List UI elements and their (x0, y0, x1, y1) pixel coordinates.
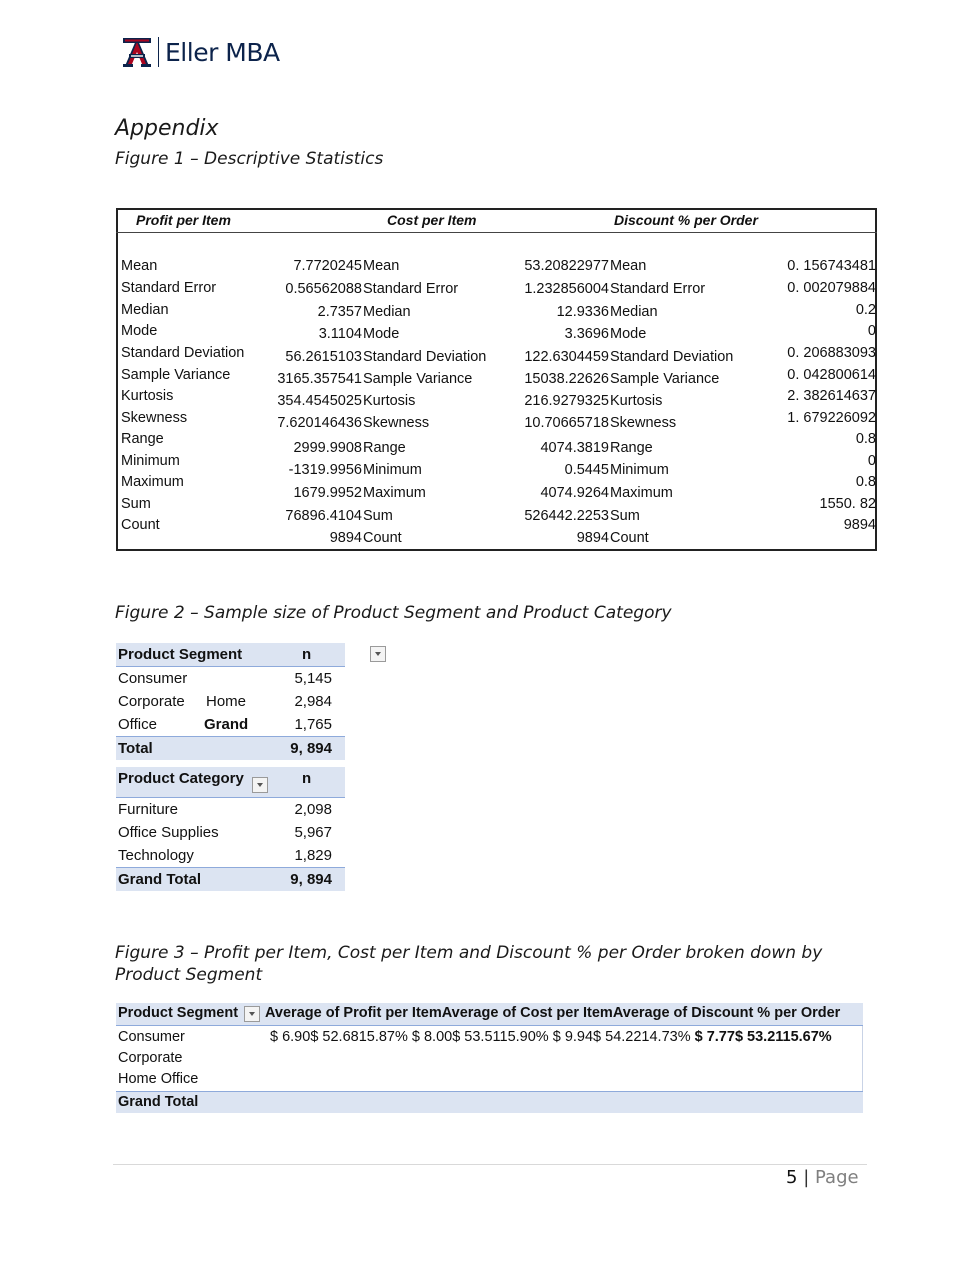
discount-stat-value: 1550. 82 (819, 496, 876, 512)
table-row (116, 798, 345, 821)
segment-averages-pivot-table (116, 1003, 863, 1113)
category-header-label: Product Category (118, 770, 244, 787)
stat-label: Maximum (121, 474, 184, 490)
segment-filter-dropdown-icon[interactable] (370, 646, 386, 662)
profit-stat-value: 7.7720245 (293, 258, 362, 274)
discount-stat-label: Median (610, 304, 658, 320)
cost-stat-label: Kurtosis (363, 393, 416, 409)
discount-stat-value: 1. 679226092 (787, 410, 876, 426)
averages-values-line (270, 1029, 832, 1045)
discount-stat-value: 0. 002079884 (787, 280, 876, 296)
discount-stat-value: 0.8 (855, 474, 876, 490)
discount-stat-value: 0. 042800614 (787, 367, 876, 383)
category-filter-dropdown-icon[interactable] (252, 777, 268, 793)
logo-text: Eller MBA (165, 37, 280, 67)
stat-label: Mode (121, 323, 158, 339)
discount-stat-label: Standard Deviation (610, 349, 734, 365)
category-total-count: 9, 894 (290, 871, 332, 888)
category-header-n: n (302, 770, 312, 787)
cost-stat-label: Mode (363, 326, 400, 342)
cost-stat-value: 12.9336 (556, 304, 609, 320)
segment-row-extra: Home (206, 693, 247, 710)
averages-total-values: $ 7.77$ 53.2115.67% (694, 1029, 832, 1045)
cost-stat-label: Sample Variance (363, 371, 473, 387)
segment-header-label: Product Segment (118, 646, 243, 663)
profit-stat-value: 2.7357 (317, 304, 362, 320)
segment-row-count: 1,765 (294, 716, 332, 733)
averages-header-columns: Average of Profit per ItemAverage of Cost per ItemAverage of Discount % per Order (265, 1005, 841, 1021)
profit-stat-value: 9894 (329, 530, 362, 546)
cost-stat-value: 0.5445 (564, 462, 609, 478)
discount-stat-label: Sample Variance (610, 371, 720, 387)
category-pivot-header (116, 767, 345, 798)
stat-label: Count (121, 517, 160, 533)
university-a-logo-icon (120, 36, 154, 68)
cost-stat-value: 4074.3819 (540, 440, 609, 456)
stat-label: Kurtosis (121, 388, 174, 404)
page-number: 5 (786, 1167, 798, 1188)
discount-stat-label: Maximum (610, 485, 673, 501)
averages-header (116, 1003, 863, 1026)
header-profit-per-item: Profit per Item (136, 212, 231, 228)
cost-stat-label: Mean (363, 258, 400, 274)
cost-stat-value: 3.3696 (564, 326, 609, 342)
discount-stat-label: Range (610, 440, 653, 456)
eller-mba-logo (120, 36, 280, 68)
appendix-heading: Appendix (115, 116, 219, 141)
figure3-caption: Figure 3 – Profit per Item, Cost per Item and Discount % per Order broken down by Product Segment (115, 943, 823, 985)
profit-stat-value: 1679.9952 (293, 485, 362, 501)
cost-stat-label: Sum (363, 508, 393, 524)
cost-stat-label: Count (363, 530, 402, 546)
stat-label: Median (121, 302, 169, 318)
segment-header-n: n (302, 646, 312, 663)
table-row: Home Office (118, 1071, 199, 1087)
logo-divider (158, 37, 159, 67)
segment-row-count: 5,145 (294, 670, 332, 687)
profit-stat-value: 7.620146436 (277, 415, 362, 431)
category-row-label: Technology (118, 847, 194, 864)
header-cost-per-item: Cost per Item (387, 212, 477, 228)
stat-label: Sum (121, 496, 151, 512)
discount-stat-value: 0.2 (855, 302, 876, 318)
category-row-label: Furniture (118, 801, 179, 818)
segment-pivot-table (116, 643, 345, 760)
profit-stat-value: -1319.9956 (288, 462, 362, 478)
figure1-caption: Figure 1 – Descriptive Statistics (115, 149, 384, 169)
discount-stat-value: 0 (867, 453, 876, 469)
figure2-caption: Figure 2 – Sample size of Product Segment and Product Category (115, 603, 672, 623)
cost-stat-label: Range (363, 440, 406, 456)
table-row (116, 821, 345, 844)
segment-row-label: Corporate (118, 693, 185, 710)
table-row: Consumer (118, 1029, 185, 1045)
cost-stat-value: 1.232856004 (524, 281, 609, 297)
discount-stat-value: 0. 156743481 (787, 258, 876, 274)
cost-stat-value: 216.9279325 (524, 393, 609, 409)
cost-stat-value: 122.6304459 (524, 349, 609, 365)
cost-stat-label: Standard Deviation (363, 349, 487, 365)
averages-filter-dropdown-icon[interactable] (244, 1006, 260, 1022)
category-row-label: Office Supplies (118, 824, 219, 841)
segment-row-count: 2,984 (294, 693, 332, 710)
stat-label: Minimum (121, 453, 180, 469)
cost-stat-value: 9894 (576, 530, 609, 546)
profit-stat-value: 76896.4104 (285, 508, 362, 524)
stat-label: Mean (121, 258, 158, 274)
segment-total-label: Total (118, 740, 153, 757)
averages-values: $ 6.90$ 52.6815.87% $ 8.00$ 53.5115.90% $ 9.94$ 54.2214.73% (270, 1029, 691, 1045)
profit-stat-value: 3.1104 (318, 326, 362, 342)
cost-stat-value: 53.20822977 (524, 258, 609, 274)
discount-stat-value: 0. 206883093 (787, 345, 876, 361)
averages-total-row (116, 1091, 863, 1113)
cost-stat-value: 4074.9264 (540, 485, 609, 501)
discount-stat-value: 0.8 (855, 431, 876, 447)
category-total-label: Grand Total (118, 871, 202, 888)
table-row (116, 844, 345, 867)
category-pivot-table (116, 767, 345, 891)
footer-divider (113, 1164, 867, 1165)
profit-stat-value: 3165.357541 (277, 371, 362, 387)
discount-stat-label: Mean (610, 258, 647, 274)
discount-stat-label: Minimum (610, 462, 669, 478)
discount-stat-value: 0 (867, 323, 876, 339)
discount-stat-label: Standard Error (610, 281, 706, 297)
profit-stat-value: 2999.9908 (293, 440, 362, 456)
cost-stat-value: 10.70665718 (524, 415, 609, 431)
table-row (116, 667, 345, 690)
discount-stat-value: 9894 (843, 517, 876, 533)
cost-stat-value: 15038.22626 (524, 371, 609, 387)
page-label: Page (815, 1167, 859, 1188)
cost-stat-value: 526442.2253 (524, 508, 609, 524)
stat-label: Range (121, 431, 164, 447)
cost-stat-label: Minimum (363, 462, 422, 478)
profit-stat-value: 354.4545025 (277, 393, 362, 409)
table-row: Corporate (118, 1050, 183, 1066)
stat-label: Skewness (121, 410, 188, 426)
profit-stat-value: 0.56562088 (285, 281, 362, 297)
segment-pivot-header (116, 643, 345, 667)
footer-separator: | (803, 1167, 810, 1188)
discount-stat-label: Mode (610, 326, 647, 342)
segment-row-extra: Grand (204, 716, 249, 733)
stat-label: Standard Deviation (121, 345, 245, 361)
category-row-count: 5,967 (294, 824, 332, 841)
averages-total-label: Grand Total (118, 1094, 199, 1110)
category-row-count: 1,829 (294, 847, 332, 864)
stat-label: Sample Variance (121, 367, 231, 383)
discount-stat-label: Count (610, 530, 649, 546)
header-discount-per-order: Discount % per Order (614, 212, 758, 228)
cost-stat-label: Standard Error (363, 281, 459, 297)
category-row-count: 2,098 (294, 801, 332, 818)
stats-header-divider (116, 232, 877, 233)
averages-body (116, 1026, 863, 1091)
segment-total-row (116, 736, 345, 760)
discount-stat-label: Kurtosis (610, 393, 663, 409)
discount-stat-label: Sum (610, 508, 640, 524)
table-row (116, 690, 345, 713)
table-row (116, 713, 345, 736)
segment-row-label: Consumer (118, 670, 188, 687)
cost-stat-label: Maximum (363, 485, 426, 501)
cost-stat-label: Median (363, 304, 411, 320)
category-total-row (116, 867, 345, 891)
segment-total-count: 9, 894 (290, 740, 332, 757)
page-footer (786, 1167, 859, 1188)
discount-stat-value: 2. 382614637 (787, 388, 876, 404)
stat-label: Standard Error (121, 280, 217, 296)
segment-row-label: Office (118, 716, 157, 733)
averages-header-label: Product Segment (118, 1005, 239, 1021)
discount-stat-label: Skewness (610, 415, 677, 431)
profit-stat-value: 56.2615103 (285, 349, 362, 365)
cost-stat-label: Skewness (363, 415, 430, 431)
